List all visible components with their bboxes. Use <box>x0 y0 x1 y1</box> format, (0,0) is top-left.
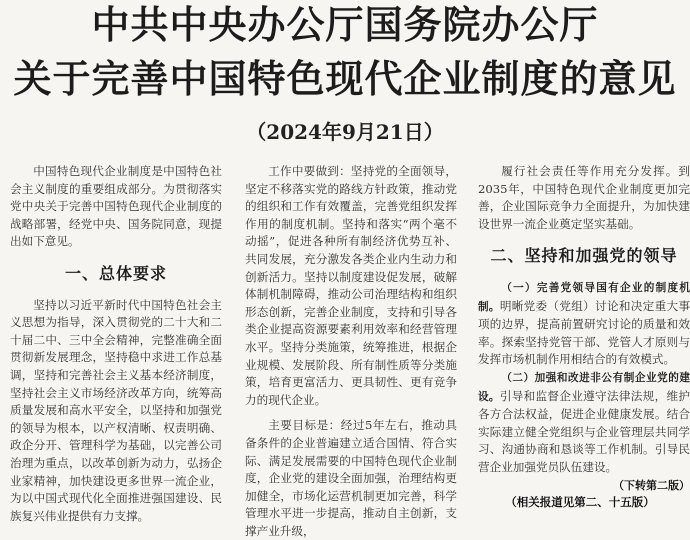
continued-on-page-note: （下转第二版） <box>613 478 690 492</box>
main-goals-paragraph: 主要目标是：经过5年左右，推动具备条件的企业普遍建立适合国情、符合实际、满足发展需要的中国特色现代企业制度，企业党的建设全面加强，治理结构更加健全，市场化运营机制更加完善，科学管理水平进一步提高，推动自主创新，支撑产业升级， <box>245 418 457 538</box>
goals-continued-paragraph: 履行社会责任等作用充分发挥。到2035年，中国特色现代企业制度更加完善，企业国际竞争力全面提升，为加快建设世界一流企业奠定坚实基础。 <box>478 164 690 231</box>
publish-date: （2024年9月21日） <box>246 120 444 144</box>
subsection-2-body: 引导和监督企业遵守法律法规，维护各方合法权益，促进企业健康发展。结合实际建立健全党组织与企业管理层共同学习、沟通协商和恳谈等工作机制。引导民营企业加强党员队伍建设。 <box>478 388 690 474</box>
related-reports-note: （相关报道见第二、十五版） <box>505 495 655 510</box>
section-heading-1: 一、总体要求 <box>64 263 167 283</box>
work-requirements-paragraph: 工作中要做到：坚持党的全面领导，坚定不移落实党的路线方针政策，推动党的组织和工作有效覆盖，完善党组织发挥作用的制度机制。坚持和落实“两个毫不动摇”，促进各种所有制经济优势互补、共同发展，充分激发各类企业内生动力和创新活力。坚持以制度建设促发展，破解体制机制障碍，推动公司治理结构和组织形态创新，完善企业制度，支持和引导各类企业提高资源要素利用效率和经营管理水平。坚持分类施策，统筹推进，根据企业规模、发展阶段、所有制性质等分类施策，培育更富活力、更具韧性、更有竞争力的现代企业。 <box>245 164 457 407</box>
subsection-2-title: （二）加强和改进非公有制企业党的建设。 <box>478 371 690 403</box>
headline-line-1: 中共中央办公厅国务院办公厅 <box>91 3 599 47</box>
subsection-2 <box>478 369 690 477</box>
column-2 <box>245 163 457 540</box>
intro-paragraph: 中国特色现代企业制度是中国特色社会主义制度的重要组成部分。为贯彻落实党中央关于完善中国特色现代企业制度的战略部署，经党中央、国务院同意，现提出如下意见。 <box>10 164 222 249</box>
column-3 <box>478 163 690 512</box>
section-heading-2: 二、坚持和加强党的领导 <box>490 246 678 266</box>
subsection-1-title: （一）完善党领导国有企业的制度机制。 <box>478 281 690 313</box>
headline-line-2: 关于完善中国特色现代企业制度的意见 <box>13 57 677 101</box>
column-1 <box>10 163 222 525</box>
subsection-1 <box>478 279 690 369</box>
subsection-1-body: 明晰党委（党组）讨论和决定重大事项的边界，提高前置研究讨论的质量和效率。探索坚持党管干部、党管人才原则与发挥市场机制作用相结合的有效模式。 <box>478 298 690 367</box>
guiding-principle-paragraph: 坚持以习近平新时代中国特色社会主义思想为指导，深入贯彻党的二十大和二十届二中、三中全会精神，完整准确全面贯彻新发展理念，坚持稳中求进工作总基调，坚持和完善社会主义基本经济制度，坚持社会主义市场经济改革方向，统筹高质量发展和高水平安全，以坚持和加强党的领导为根本，以产权清晰、权责明确、政企分开、管理科学为基础，以完善公司治理为重点，以改革创新为动力，弘扬企业家精神，加快建设更多世界一流企业，为以中国式现代化全面推进强国建设、民族复兴伟业提供有力支撑。 <box>10 297 222 523</box>
